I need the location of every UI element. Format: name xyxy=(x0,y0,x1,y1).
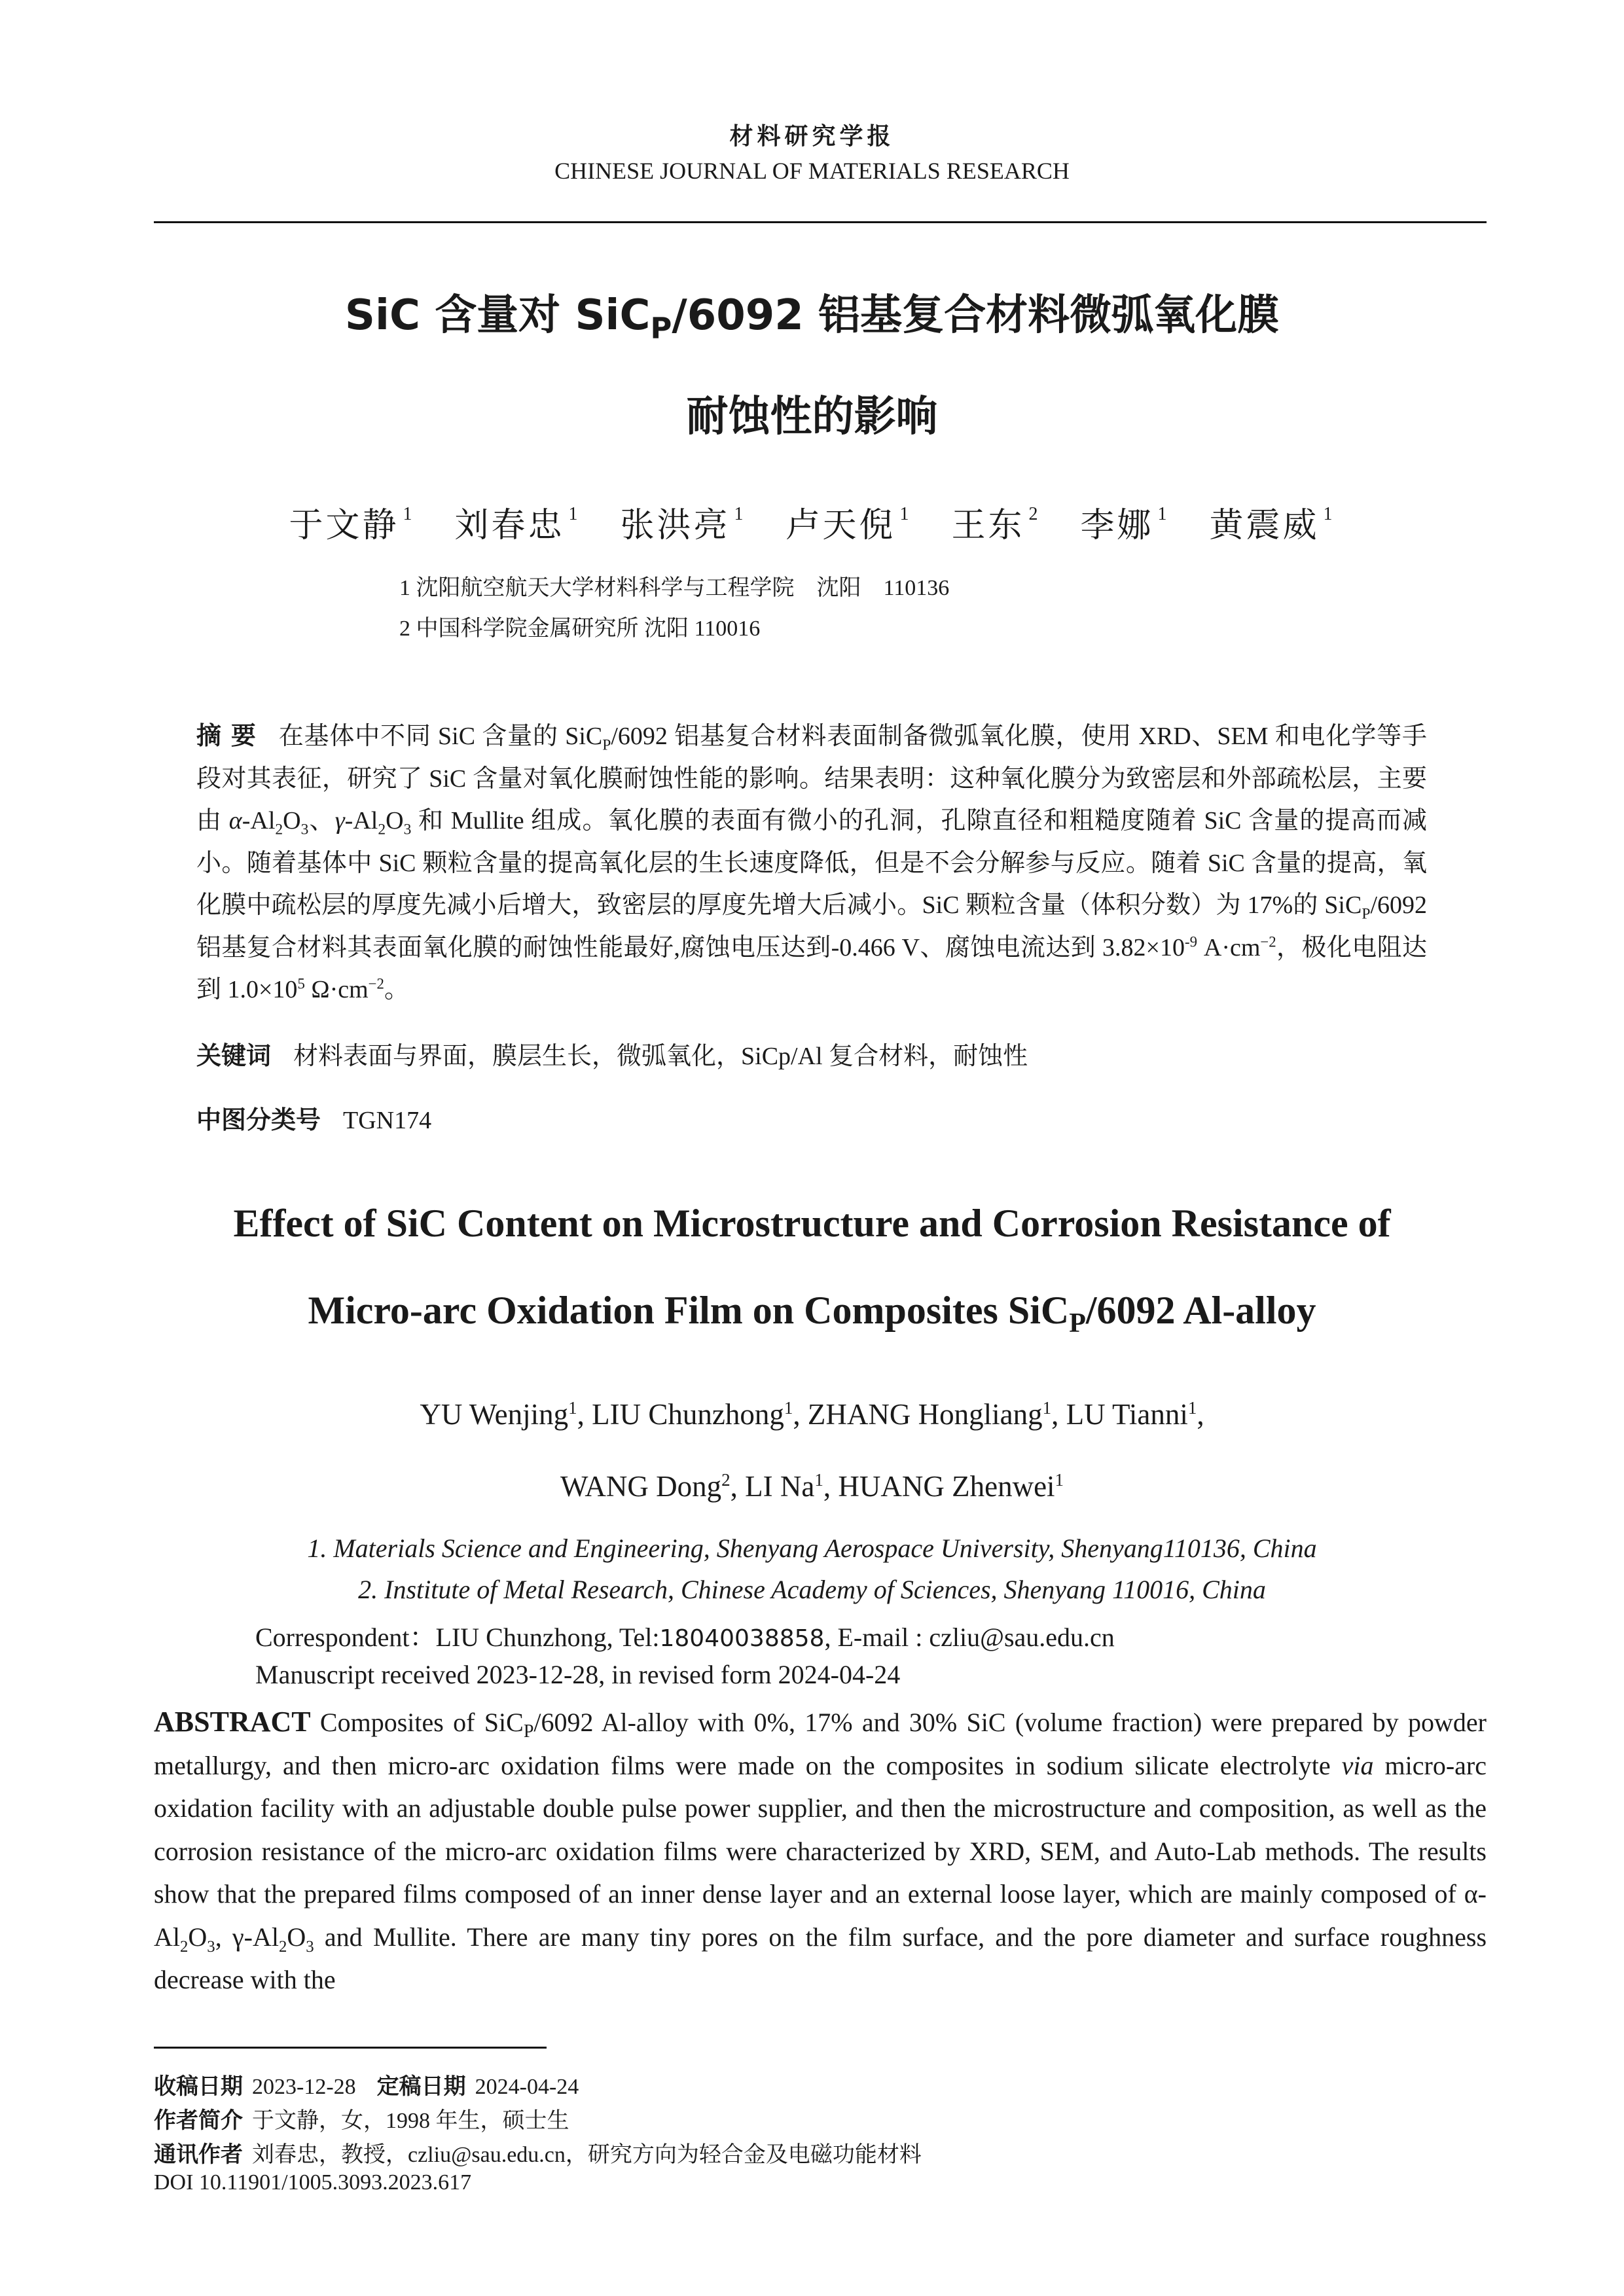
affiliation-en-1: 1. Materials Science and Engineering, Shenyang Aerospace University, Shenyang110136, China xyxy=(307,1534,1317,1563)
journal-name-en: CHINESE JOURNAL OF MATERIALS RESEARCH xyxy=(554,158,1070,184)
author-cn-name: 刘春忠 xyxy=(454,507,565,545)
abstract-en-subscript: P xyxy=(523,1721,534,1742)
abstract-cn-label: 摘 要 xyxy=(196,721,257,750)
author-cn-affiliation: 1 xyxy=(899,504,912,524)
author-en-affiliation: 1 xyxy=(1055,1470,1064,1490)
abstract-cn-subscript: 3 xyxy=(300,821,309,838)
footnote-corr-label: 通讯作者 xyxy=(154,2142,243,2168)
author-en-separator: , xyxy=(823,1470,839,1503)
author-en-separator: , xyxy=(1197,1398,1204,1431)
footnote-final-label: 定稿日期 xyxy=(376,2073,466,2100)
author-en-separator: , xyxy=(793,1398,808,1431)
abstract-cn-subscript: 2 xyxy=(378,821,386,838)
authors-en-line2 xyxy=(0,1469,1624,1503)
author-cn-affiliation: 1 xyxy=(1157,504,1170,524)
title-en-subscript: P xyxy=(1069,1308,1086,1338)
author-cn xyxy=(951,504,1041,545)
author-cn-affiliation: 1 xyxy=(1323,504,1335,524)
author-en-separator: , xyxy=(730,1470,746,1503)
abstract-cn-text: 和 Mullite 组成。氧化膜的表面有微小的孔洞，孔隙直径和粗糙度随着 SiC 含量的提高而减小。随着基体中 SiC 颗粒含量的提高氧化层的生长速度降低，但是不会分解参与反应。随着 SiC 含量的提高，氧化膜中疏松层的厚度先减小后增大，致密层的厚度先增大后减小。SiC 颗粒含量（体积分数）为 17%的 SiC xyxy=(196,807,1427,919)
author-en-affiliation: 1 xyxy=(1187,1398,1197,1418)
abstract-en-subscript: 3 xyxy=(306,1937,314,1956)
author-en-affiliation: 2 xyxy=(721,1470,731,1490)
author-en-separator: , xyxy=(1051,1398,1066,1431)
author-en-name: LU Tianni xyxy=(1066,1398,1188,1431)
affiliation-cn-1: 1 沈阳航空航天大学材料科学与工程学院 沈阳 110136 xyxy=(399,576,950,600)
footnote-final-date: 2024-04-24 xyxy=(475,2075,579,2099)
title-cn-part: /6092 铝基复合材料微弧氧化膜 xyxy=(672,291,1280,340)
abstract-en-text: O xyxy=(188,1922,208,1952)
abstract-en-italic: via xyxy=(1341,1750,1374,1780)
footnote-rule xyxy=(154,2047,547,2049)
title-cn-line2: 耐蚀性的影响 xyxy=(686,393,938,441)
clc-label: 中图分类号 xyxy=(196,1105,321,1134)
correspondent-prefix: Correspondent：LIU Chunzhong, Tel: xyxy=(255,1623,660,1652)
abstract-en xyxy=(154,1700,1487,2001)
keywords-cn-text: 材料表面与界面，膜层生长，微弧氧化，SiCp/Al 复合材料，耐蚀性 xyxy=(293,1043,1028,1070)
footnote-dates xyxy=(154,2068,579,2100)
keywords-cn-label: 关键词 xyxy=(196,1041,272,1070)
author-cn-name: 于文静 xyxy=(289,507,399,545)
abstract-cn-text: A·cm xyxy=(1197,933,1261,961)
abstract-en-text: , γ-Al xyxy=(215,1922,279,1952)
abstract-cn-text: Ω·cm xyxy=(304,976,369,1003)
clc-number xyxy=(196,1100,431,1136)
abstract-cn-subscript: 2 xyxy=(275,821,283,838)
abstract-cn-text: 在基体中不同 SiC 含量的 SiC xyxy=(278,723,603,750)
footnote-doi: DOI 10.11901/1005.3093.2023.617 xyxy=(154,2170,472,2195)
header-rule xyxy=(154,221,1487,223)
journal-name-cn: 材料研究学报 xyxy=(729,123,895,150)
author-cn-name: 卢天倪 xyxy=(785,507,896,545)
abstract-en-text: O xyxy=(287,1922,306,1952)
title-en-line1: Effect of SiC Content on Microstructure and Corrosion Resistance of xyxy=(233,1202,1391,1245)
affiliation-en-2: 2. Institute of Metal Research, Chinese Academy of Sciences, Shenyang 110016, China xyxy=(358,1575,1266,1604)
title-en-part: Micro-arc Oxidation Film on Composites SiC xyxy=(308,1289,1070,1332)
author-cn-name: 李娜 xyxy=(1080,507,1154,545)
footnote-author xyxy=(154,2102,569,2134)
title-en-part: /6092 Al-alloy xyxy=(1085,1289,1316,1332)
author-en-affiliation: 1 xyxy=(568,1398,577,1418)
title-cn-subscript: P xyxy=(650,310,672,346)
abstract-cn-superscript: -9 xyxy=(1184,933,1197,950)
abstract-cn-gamma: γ xyxy=(334,807,345,834)
correspondent-phone: 18040038858 xyxy=(659,1625,825,1652)
author-en-name: WANG Dong xyxy=(560,1470,722,1503)
abstract-en-text: micro-arc oxidation facility with an adjustable double pulse power supplier, and then the microstructure and composition, as well as the corrosion resistance of the micro-arc oxidation films were characterized by XRD, SEM, and Auto-Lab methods. The results show that the prepared films composed of an inner dense layer and an external loose layer, which are mainly composed of α-Al xyxy=(154,1750,1487,1952)
abstract-en-label: ABSTRACT xyxy=(154,1706,311,1738)
author-cn xyxy=(1209,504,1335,545)
abstract-cn-text: /6092 铝基复合材料其表面氧化膜的耐蚀性能最好,腐蚀电压达到-0.466 V、腐蚀电流达到 3.82×10 xyxy=(196,891,1427,961)
correspondent-email: , E-mail : czliu@sau.edu.cn xyxy=(824,1623,1115,1652)
affiliation-cn-2: 2 中国科学院金属研究所 沈阳 110016 xyxy=(399,617,761,641)
author-en-name: YU Wenjing xyxy=(420,1398,569,1431)
author-en-affiliation: 1 xyxy=(1042,1398,1052,1418)
abstract-en-subscript: 2 xyxy=(278,1937,287,1956)
author-cn-name: 王东 xyxy=(951,507,1025,545)
author-cn-affiliation: 1 xyxy=(403,504,415,524)
footnote-received-date: 2023-12-28 xyxy=(252,2075,356,2099)
manuscript-received: Manuscript received 2023-12-28, in revised form 2024-04-24 xyxy=(255,1660,901,1689)
abstract-cn-superscript: −2 xyxy=(1260,933,1276,950)
abstract-en-subscript: 2 xyxy=(180,1937,189,1956)
authors-cn xyxy=(0,497,1624,547)
abstract-cn-text: -Al xyxy=(242,807,276,834)
abstract-cn-subscript: P xyxy=(602,736,611,754)
author-cn-affiliation: 2 xyxy=(1028,504,1041,524)
author-en-name: ZHANG Hongliang xyxy=(807,1398,1043,1431)
footnote-author-label: 作者简介 xyxy=(154,2108,243,2134)
footnote-received-label: 收稿日期 xyxy=(154,2073,243,2100)
abstract-cn-text: -Al xyxy=(344,807,378,834)
author-cn-name: 张洪亮 xyxy=(620,507,731,545)
title-cn-line1 xyxy=(0,281,1624,346)
correspondent-line xyxy=(255,1617,1115,1654)
title-en-line2 xyxy=(0,1288,1624,1338)
footnote-corr-text: 刘春忠，教授，czliu@sau.edu.cn，研究方向为轻合金及电磁功能材料 xyxy=(252,2143,922,2167)
abstract-en-text: Composites of SiC xyxy=(310,1708,524,1737)
author-cn-name: 黄震威 xyxy=(1209,507,1320,545)
abstract-cn-text: ，极化电阻达到 1.0×10 xyxy=(196,933,1427,1003)
abstract-cn xyxy=(196,715,1427,1011)
authors-en-line1 xyxy=(0,1397,1624,1431)
abstract-en-text: /6092 Al-alloy with 0%, 17% and 30% SiC (volume fraction) were prepared by powder metallurgy, and then micro-arc oxidation films were made on the composites in sodium silicate electrolyte xyxy=(154,1708,1487,1780)
clc-text: TGN174 xyxy=(343,1107,432,1134)
author-en-separator: , xyxy=(577,1398,592,1431)
abstract-cn-text: /6092 铝基复合材料表面制备微弧氧化膜，使用 XRD、SEM 和电化学等手段对其表征，研究了 SiC 含量对氧化膜耐蚀性能的影响。结果表明：这种氧化膜分为致密层和外部疏松层，主要由 xyxy=(196,723,1427,834)
abstract-cn-subscript: P xyxy=(1362,905,1371,923)
abstract-cn-text: 。 xyxy=(384,976,409,1003)
abstract-cn-text: 、 xyxy=(308,807,335,834)
title-cn-part: SiC 含量对 SiC xyxy=(344,291,651,340)
author-cn xyxy=(1080,504,1170,545)
abstract-cn-superscript: 5 xyxy=(297,975,305,992)
footnote-correspondent xyxy=(154,2136,922,2168)
author-cn xyxy=(454,504,581,545)
author-en-name: LI Na xyxy=(745,1470,815,1503)
author-en-name: LIU Chunzhong xyxy=(592,1398,784,1431)
abstract-cn-superscript: −2 xyxy=(368,975,384,992)
abstract-cn-subscript: 3 xyxy=(403,821,412,838)
author-cn xyxy=(289,504,415,545)
author-en-affiliation: 1 xyxy=(784,1398,793,1418)
author-en-name: HUANG Zhenwei xyxy=(838,1470,1055,1503)
keywords-cn xyxy=(196,1035,1028,1071)
abstract-cn-alpha: α xyxy=(228,807,242,834)
author-cn xyxy=(785,504,912,545)
author-cn-affiliation: 1 xyxy=(734,504,746,524)
abstract-cn-text: O xyxy=(386,807,404,834)
abstract-en-subscript: 3 xyxy=(207,1937,215,1956)
author-en-affiliation: 1 xyxy=(814,1470,823,1490)
abstract-en-text: and Mullite. There are many tiny pores on the film surface, and the pore diameter and surface roughness decrease with the xyxy=(154,1922,1487,1994)
abstract-cn-text: O xyxy=(283,807,301,834)
author-cn-affiliation: 1 xyxy=(568,504,581,524)
author-cn xyxy=(620,504,746,545)
footnote-author-text: 于文静，女，1998 年生，硕士生 xyxy=(252,2109,569,2133)
